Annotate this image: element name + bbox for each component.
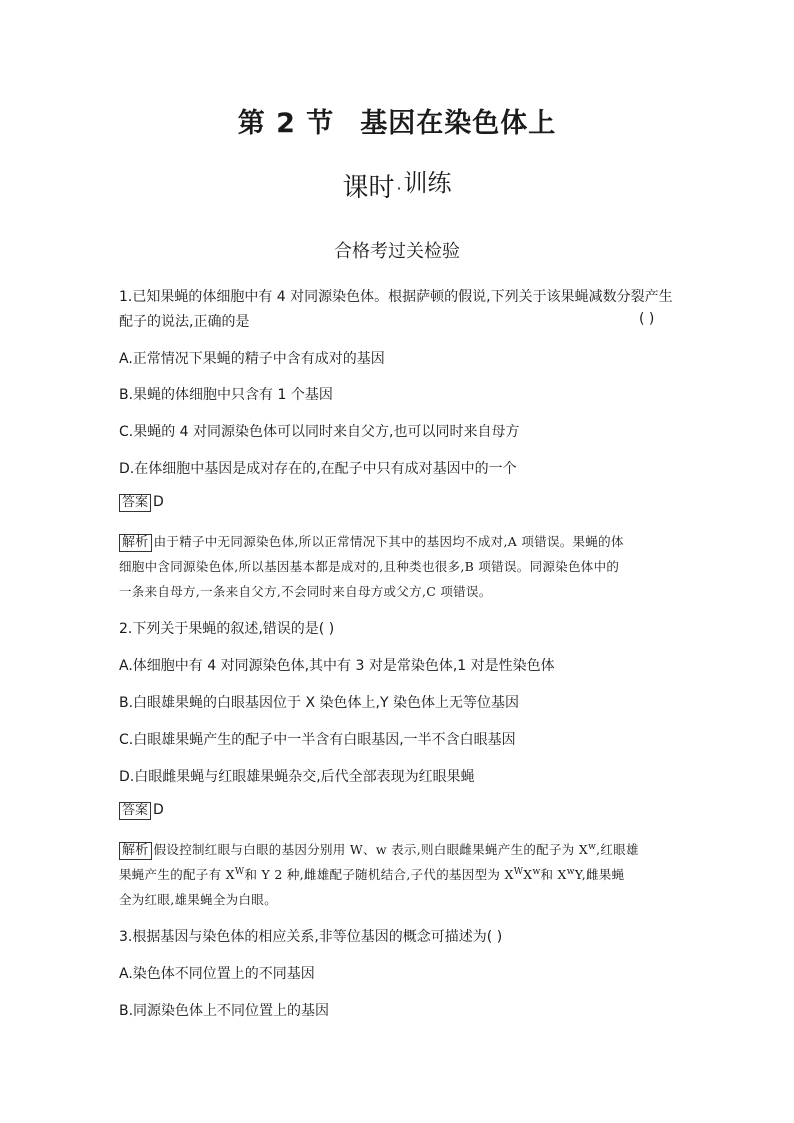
section-number: 第 2 节	[237, 108, 335, 139]
q1-explanation-line1	[119, 532, 624, 552]
subtitle	[0, 167, 794, 204]
q2-exp1a: 假设控制红眼与白眼的基因分别用 W、w 表示,则白眼雌果蝇产生的配子为 X	[153, 842, 589, 857]
page-title	[0, 101, 794, 140]
q2-exp1b: ,红眼雄	[596, 842, 639, 857]
q2-option-a: A.体细胞中有 4 对同源染色体,其中有 3 对是常染色体,1 对是性染色体	[119, 658, 555, 674]
subtitle-part-a: 课时	[342, 173, 395, 203]
q2-exp1-sup: w	[588, 841, 597, 852]
q1-option-a: A.正常情况下果蝇的精子中含有成对的基因	[119, 351, 385, 367]
q2-explanation-line3: 全为红眼,雄果蝇全为白眼。	[119, 892, 277, 907]
q2-answer-value: D	[153, 802, 164, 818]
q2-exp2b: 和 Y 2 种,雌雄配子随机结合,子代的基因型为 X	[244, 867, 514, 882]
q2-option-b: B.白眼雄果蝇的白眼基因位于 X 染色体上,Y 染色体上无等位基因	[119, 695, 519, 711]
q1-exp-text1: 由于精子中无同源染色体,所以正常情况下其中的基因均不成对,A 项错误。果蝇的体	[153, 534, 624, 549]
q1-stem-line1: 1.已知果蝇的体细胞中有 4 对同源染色体。根据萨顿的假说,下列关于该果蝇减数分裂产生	[119, 289, 673, 305]
q2-exp2c: X	[523, 867, 533, 882]
q1-option-d: D.在体细胞中基因是成对存在的,在配子中只有成对基因中的一个	[119, 461, 517, 477]
q1-answer-blank: ( )	[639, 311, 655, 327]
q1-explanation-line2: 细胞中含同源染色体,所以基因基本都是成对的,且种类也很多,B 项错误。同源染色体中的	[119, 559, 620, 574]
section-title: 基因在染色体上	[360, 108, 557, 139]
q3-option-a: A.染色体不同位置上的不同基因	[119, 966, 315, 982]
q2-exp2a: 果蝇产生的配子有 X	[119, 867, 235, 882]
answer-tag: 答案	[119, 802, 151, 820]
q2-option-d: D.白眼雌果蝇与红眼雄果蝇杂交,后代全部表现为红眼果蝇	[119, 769, 475, 785]
q1-answer	[119, 494, 164, 512]
q3-stem: 3.根据基因与染色体的相应关系,非等位基因的概念可描述为( )	[119, 929, 503, 945]
q2-exp2-sup3: w	[532, 866, 541, 877]
q2-option-c: C.白眼雄果蝇产生的配子中一半含有白眼基因,一半不含白眼基因	[119, 732, 516, 748]
answer-tag: 答案	[119, 494, 151, 512]
q1-explanation-line3: 一条来自母方,一条来自父方,不会同时来自母方或父方,C 项错误。	[119, 584, 492, 599]
q1-option-b: B.果蝇的体细胞中只含有 1 个基因	[119, 387, 333, 403]
q1-stem-line2: 配子的说法,正确的是	[119, 314, 250, 330]
q2-exp2-sup: W	[234, 866, 245, 877]
analysis-tag: 解析	[119, 534, 152, 552]
q2-exp2-sup2: W	[513, 866, 524, 877]
q3-option-b: B.同源染色体上不同位置上的基因	[119, 1003, 330, 1019]
subtitle-dot: ·	[396, 179, 402, 198]
q2-stem: 2.下列关于果蝇的叙述,错误的是( )	[119, 621, 335, 637]
q2-answer	[119, 802, 164, 820]
q2-exp2e: Y,雌果蝇	[574, 867, 625, 882]
q2-explanation-line2	[119, 865, 624, 883]
q1-option-c: C.果蝇的 4 对同源染色体可以同时来自父方,也可以同时来自母方	[119, 424, 520, 440]
analysis-tag: 解析	[119, 842, 152, 860]
q2-exp2d: 和 X	[540, 867, 567, 882]
q1-answer-value: D	[153, 494, 164, 510]
subtitle-part-b: 训练	[403, 169, 452, 197]
category-heading: 合格考过关检验	[334, 241, 460, 262]
q2-exp2-sup4: w	[566, 866, 575, 877]
q2-explanation-line1	[119, 840, 639, 860]
